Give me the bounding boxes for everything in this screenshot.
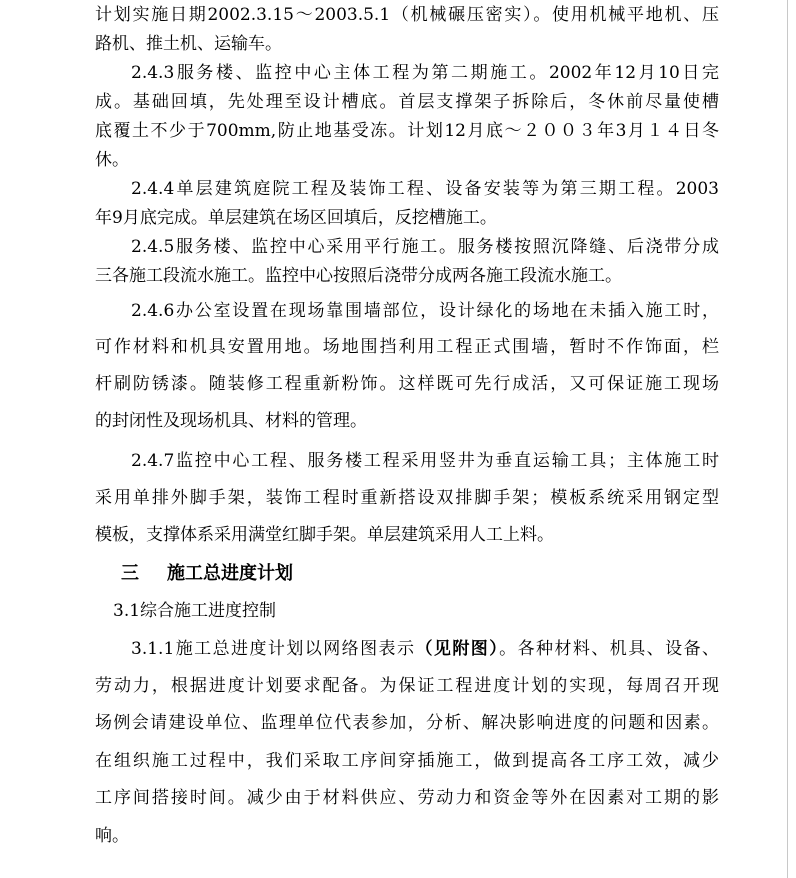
text-line: 劳动力，根据进度计划要求配备。为保证工程进度计划的实现，每周召开现 [95, 676, 719, 696]
text-line: 底覆土不少于700mm,防止地基受冻。计划12月底～２００３年3月１４日冬 [95, 121, 719, 141]
text-line: 成。基础回填，先处理至设计槽底。首层支撑架子拆除后，冬休前尽量使槽 [95, 92, 719, 112]
text-line: 休。 [95, 150, 129, 170]
text-line: 响。 [95, 826, 129, 846]
text-line: 年9月底完成。单层建筑在场区回填后，反挖槽施工。 [95, 208, 497, 228]
text-line: 计划实施日期2002.3.15～2003.5.1（机械碾压密实）。使用机械平地机、压 [95, 5, 719, 25]
subsection-heading: 3.1综合施工进度控制 [113, 601, 277, 621]
text-line: 2.4.3服务楼、监控中心主体工程为第二期施工。2002年12月10日完 [131, 63, 719, 83]
text-line: 2.4.6办公室设置在现场靠围墙部位，设计绿化的场地在未插入施工时， [131, 301, 719, 321]
section-heading-number: 三 [121, 563, 139, 584]
text-span: 。各种材料、机具、设备、 [499, 639, 720, 659]
text-line: 2.4.7监控中心工程、服务楼工程采用竖井为垂直运输工具；主体施工时 [131, 451, 719, 471]
section-heading [121, 563, 293, 585]
text-span: 3.1.1施工总进度计划以网络图表示 [131, 639, 416, 659]
section-heading-text: 施工总进度计划 [167, 563, 293, 584]
text-line: 杆刷防锈漆。随装修工程重新粉饰。这样既可先行成活，又可保证施工现场 [95, 374, 719, 394]
text-line: 在组织施工过程中，我们采取工序间穿插施工，做到提高各工序工效，减少 [95, 751, 719, 771]
text-line: 2.4.5服务楼、监控中心采用平行施工。服务楼按照沉降缝、后浇带分成 [131, 237, 719, 257]
text-line: 场例会请建设单位、监理单位代表参加，分析、解决影响进度的问题和因素。 [95, 713, 719, 733]
text-line: 路机、推土机、运输车。 [95, 34, 282, 54]
text-line: 采用单排外脚手架，装饰工程时重新搭设双排脚手架；模板系统采用钢定型 [95, 488, 719, 508]
text-line: 工序间搭接时间。减少由于材料供应、劳动力和资金等外在因素对工期的影 [95, 788, 719, 808]
text-line: 的封闭性及现场机具、材料的管理。 [95, 411, 367, 431]
text-line [131, 638, 719, 660]
page-edge-rule [787, 0, 788, 878]
text-line: 三各施工段流水施工。监控中心按照后浇带分成两各施工段流水施工。 [95, 266, 622, 286]
text-span-bold: （见附图） [415, 639, 500, 659]
text-line: 2.4.4单层建筑庭院工程及装饰工程、设备安装等为第三期工程。2003 [131, 179, 719, 199]
text-line: 可作材料和机具安置用地。场地围挡利用工程正式围墙，暂时不作饰面，栏 [95, 337, 719, 357]
text-line: 模板，支撑体系采用满堂红脚手架。单层建筑采用人工上料。 [95, 525, 554, 545]
